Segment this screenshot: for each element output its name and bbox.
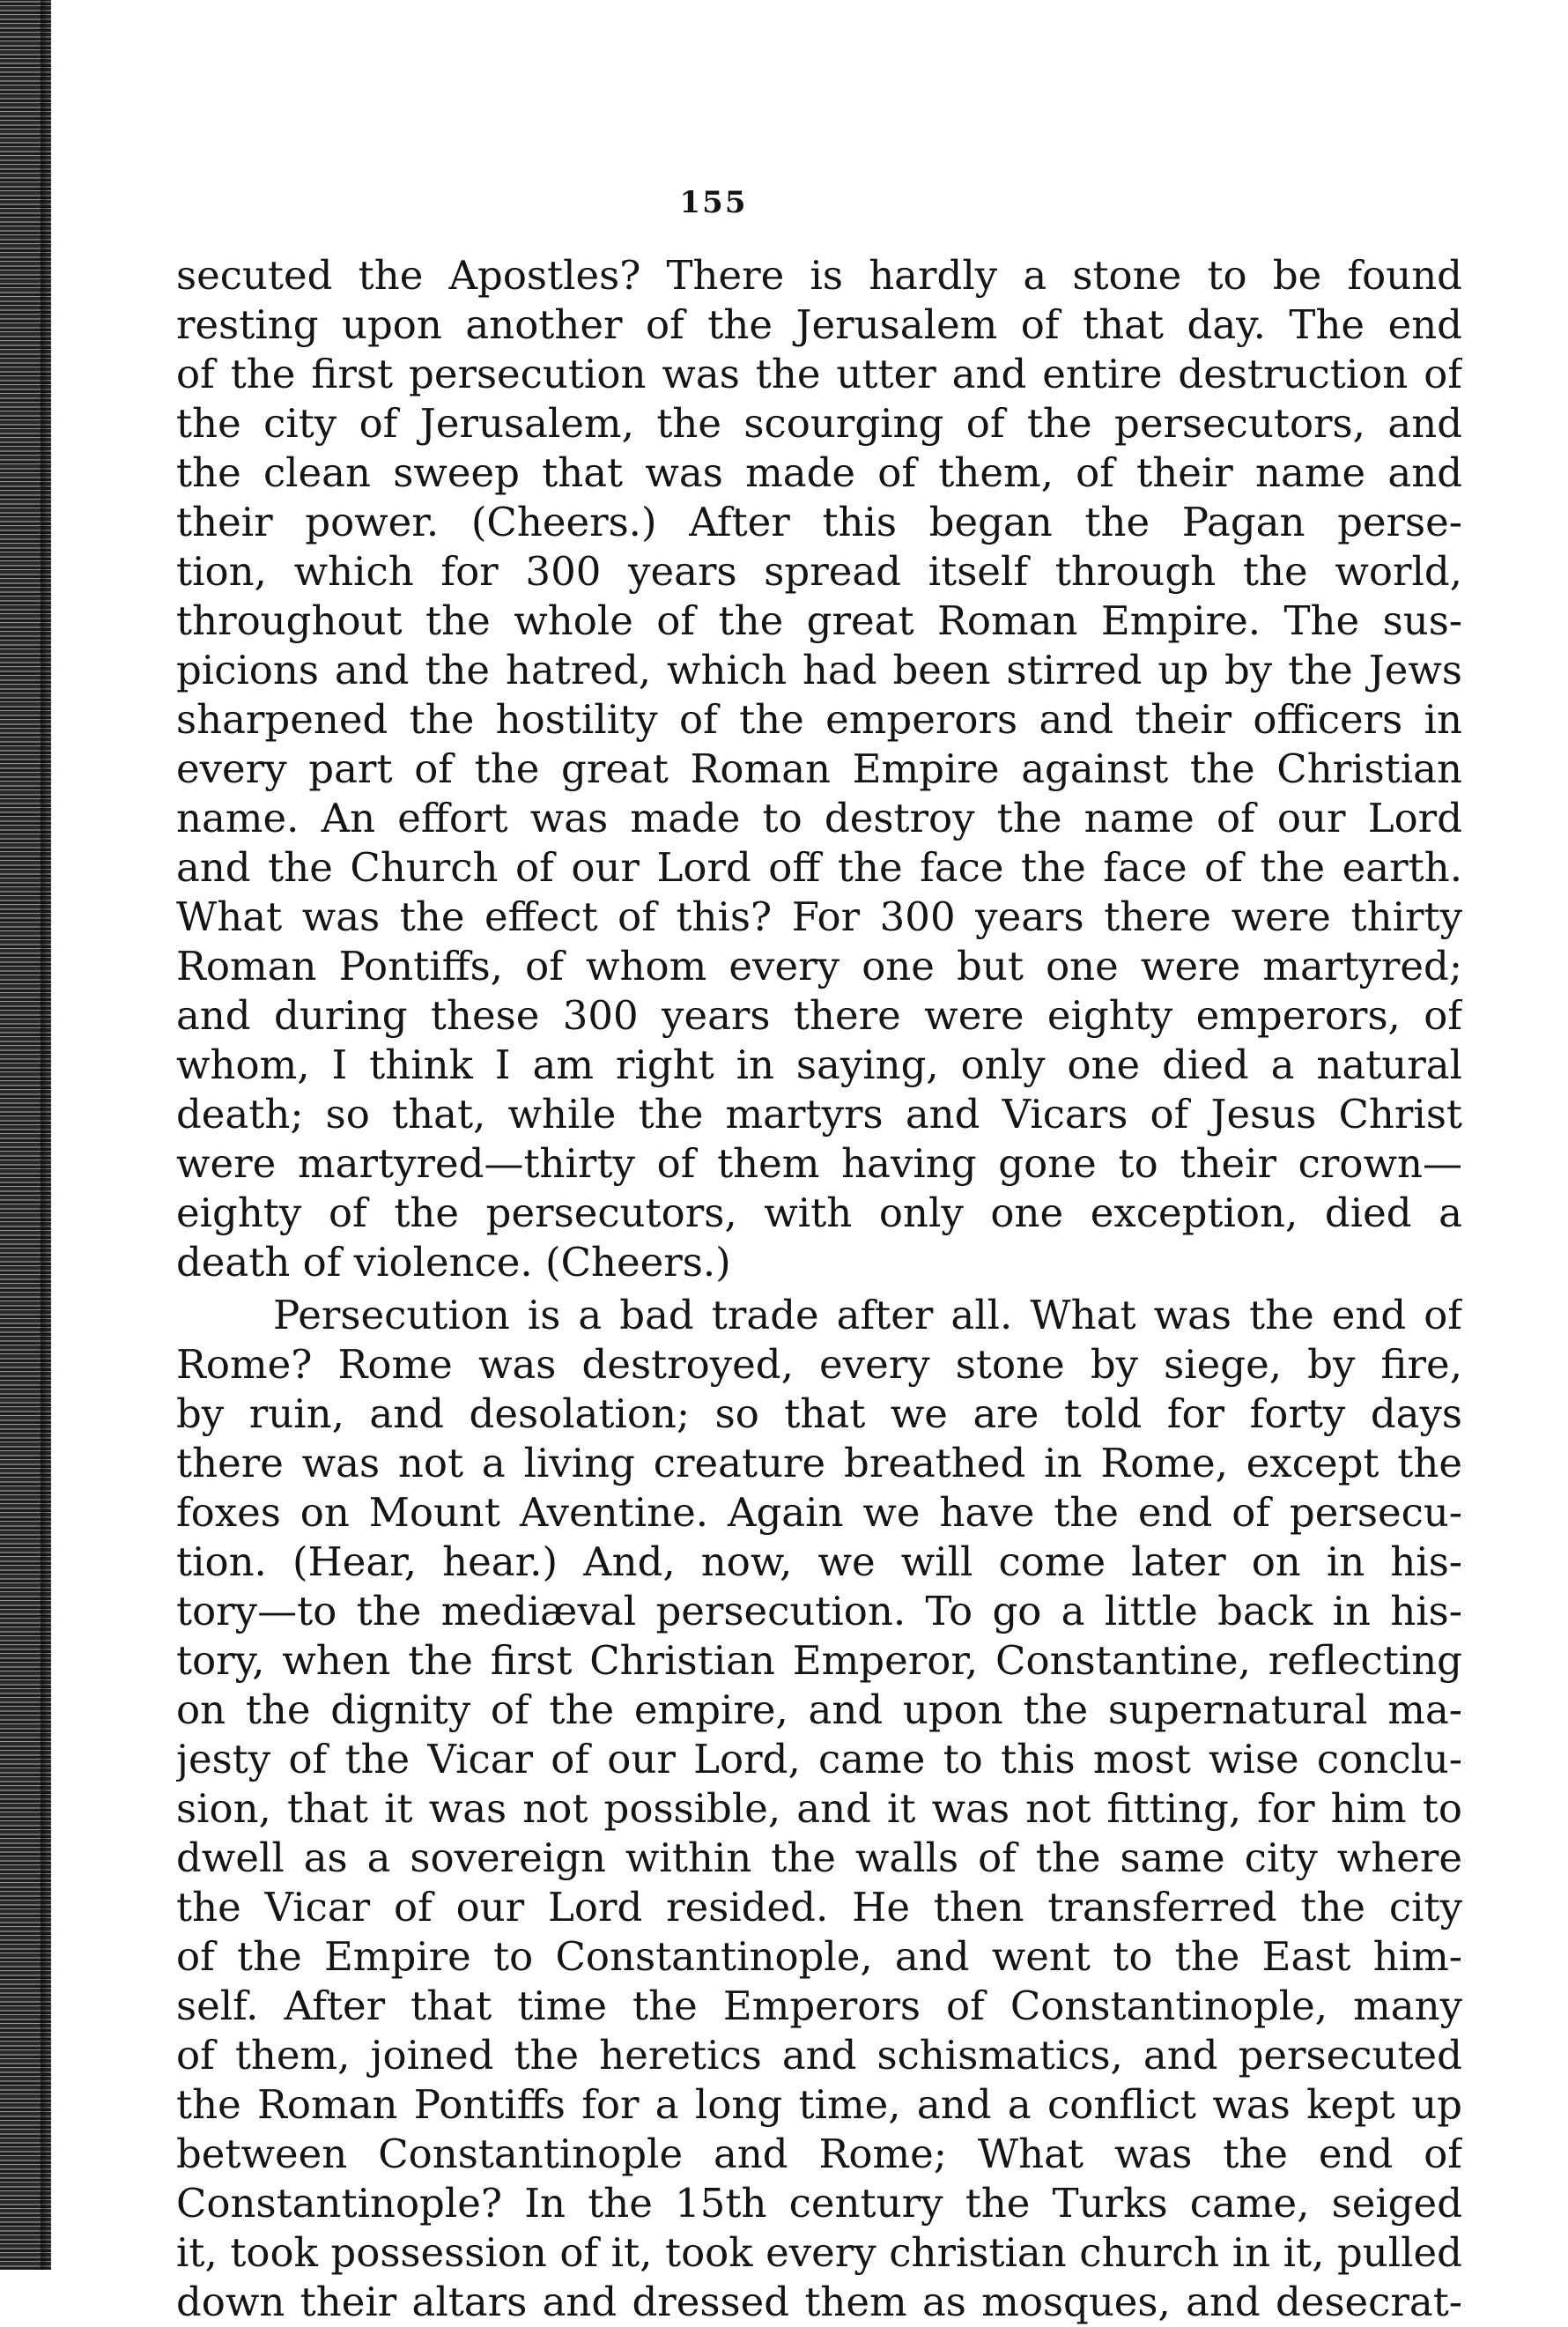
text-line: and during these 300 years there were eighty emperors, of — [176, 992, 1462, 1039]
text-line: of the Empire to Constantinople, and went to the East him- — [176, 1933, 1462, 1980]
page-number: 155 — [679, 185, 748, 220]
text-line: sharpened the hostility of the emperors and their officers in — [176, 696, 1462, 743]
text-line: down their altars and dressed them as mosques, and desecrat- — [176, 2279, 1462, 2325]
text-line: the clean sweep that was made of them, of their name and — [176, 449, 1462, 496]
text-line: of the first persecution was the utter and entire destruction of — [176, 351, 1462, 397]
text-line: picions and the hatred, which had been stirred up by the Jews — [176, 647, 1462, 693]
text-line: the city of Jerusalem, the scourging of the persecutors, and — [176, 400, 1462, 447]
text-line: Roman Pontiffs, of whom every one but one were martyred; — [176, 943, 1462, 989]
text-line: tion. (Hear, hear.) And, now, we will come later on in his- — [176, 1538, 1462, 1585]
text-line: between Constantinople and Rome; What was the end of — [176, 2131, 1462, 2177]
text-line: name. An effort was made to destroy the name of our Lord — [176, 795, 1462, 841]
text-line: their power. (Cheers.) After this began the Pagan perse- — [176, 499, 1462, 545]
text-line: sion, that it was not possible, and it was not fitting, for him to — [176, 1785, 1462, 1832]
text-line: death; so that, while the martyrs and Vicars of Jesus Christ — [176, 1091, 1462, 1138]
text-line: by ruin, and desolation; so that we are told for forty days — [176, 1390, 1462, 1437]
text-line: resting upon another of the Jerusalem of that day. The end — [176, 301, 1462, 348]
page-binding-edge — [0, 0, 51, 2270]
body-text — [176, 251, 1462, 2327]
text-line: Rome? Rome was destroyed, every stone by siege, by fire, — [176, 1341, 1462, 1388]
text-line: there was not a living creature breathed in Rome, except the — [176, 1440, 1462, 1486]
text-line: tion, which for 300 years spread itself through the world, — [176, 548, 1462, 595]
text-line: it, took possession of it, took every christian church in it, pulled — [176, 2229, 1462, 2276]
text-line: every part of the great Roman Empire against the Christian — [176, 745, 1462, 792]
text-line: secuted the Apostles? There is hardly a stone to be found — [176, 252, 1462, 299]
text-line: whom, I think I am right in saying, only one died a natural — [176, 1041, 1462, 1088]
paragraph — [176, 251, 1462, 1287]
text-line: self. After that time the Emperors of Constantinople, many — [176, 1982, 1462, 2029]
text-line: foxes on Mount Aventine. Again we have the end of persecu- — [176, 1489, 1462, 1536]
text-line: and the Church of our Lord off the face the face of the earth. — [176, 844, 1462, 891]
text-line: dwell as a sovereign within the walls of the same city where — [176, 1834, 1462, 1881]
text-line: on the dignity of the empire, and upon the supernatural ma- — [176, 1686, 1462, 1733]
text-line: jesty of the Vicar of our Lord, came to this most wise conclu- — [176, 1736, 1462, 1782]
text-line: Persecution is a bad trade after all. What was the end of — [273, 1292, 1462, 1338]
text-line: were martyred—thirty of them having gone to their crown— — [176, 1140, 1462, 1187]
text-line: What was the effect of this? For 300 years there were thirty — [176, 893, 1462, 940]
text-line: eighty of the persecutors, with only one exception, died a — [176, 1189, 1462, 1236]
text-line: Constantinople? In the 15th century the Turks came, seiged — [176, 2180, 1462, 2227]
text-line: tory, when the first Christian Emperor, Constantine, reflecting — [176, 1637, 1462, 1684]
text-line: tory—to the mediæval persecution. To go a little back in his- — [176, 1588, 1462, 1634]
paragraph — [176, 1291, 1462, 2327]
text-line: throughout the whole of the great Roman Empire. The sus- — [176, 597, 1462, 644]
text-line: the Vicar of our Lord resided. He then transferred the city — [176, 1884, 1462, 1931]
text-line: the Roman Pontiffs for a long time, and a conflict was kept up — [176, 2081, 1462, 2128]
text-line: death of violence. (Cheers.) — [176, 1239, 731, 1286]
text-line: of them, joined the heretics and schismatics, and persecuted — [176, 2032, 1462, 2079]
